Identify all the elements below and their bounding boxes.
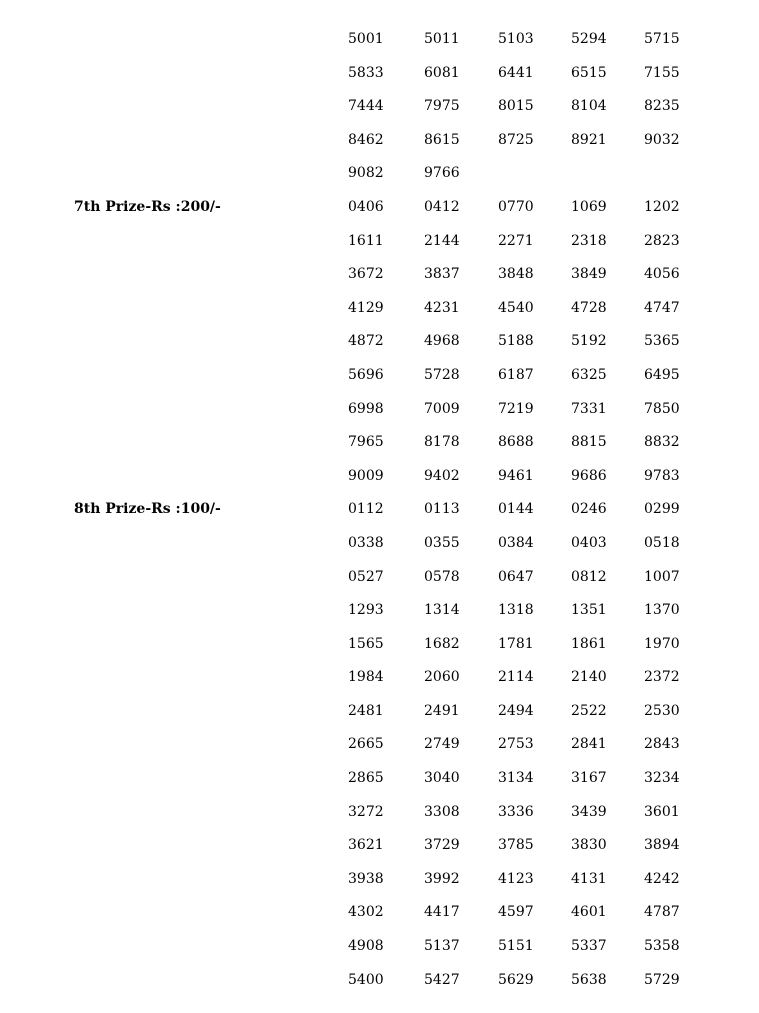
- ticket-number: 8462: [348, 131, 384, 148]
- ticket-number: 2522: [571, 702, 607, 719]
- ticket-number: 0812: [571, 568, 607, 585]
- ticket-number: 7965: [348, 434, 384, 451]
- ticket-number: 6441: [498, 64, 534, 81]
- ticket-number: 4131: [571, 870, 607, 887]
- ticket-number: 0144: [498, 501, 534, 518]
- result-row: [0, 56, 759, 90]
- ticket-number: 2823: [644, 232, 680, 249]
- ticket-number: 2481: [348, 702, 384, 719]
- ticket-number: 5728: [424, 366, 460, 383]
- ticket-number: 1611: [348, 232, 384, 249]
- result-row: [0, 862, 759, 896]
- ticket-number: 5137: [424, 938, 460, 955]
- ticket-number: 8178: [424, 434, 460, 451]
- ticket-number: 9082: [348, 165, 384, 182]
- result-row: [0, 459, 759, 493]
- ticket-number: 8725: [498, 131, 534, 148]
- result-row: [0, 560, 759, 594]
- ticket-number: 5337: [571, 938, 607, 955]
- ticket-number: 9461: [498, 467, 534, 484]
- ticket-number: 5629: [498, 971, 534, 988]
- ticket-number: 5358: [644, 938, 680, 955]
- ticket-number: 1861: [571, 635, 607, 652]
- ticket-number: 6998: [348, 400, 384, 417]
- result-row: [0, 795, 759, 829]
- ticket-number: 4417: [424, 904, 460, 921]
- ticket-number: 4231: [424, 299, 460, 316]
- ticket-number: 3938: [348, 870, 384, 887]
- ticket-number: 2114: [498, 669, 534, 686]
- ticket-number: 7331: [571, 400, 607, 417]
- ticket-number: 4597: [498, 904, 534, 921]
- ticket-number: 3672: [348, 266, 384, 283]
- ticket-number: 3336: [498, 803, 534, 820]
- ticket-number: 1202: [644, 198, 680, 215]
- ticket-number: 3621: [348, 837, 384, 854]
- result-row: [0, 425, 759, 459]
- ticket-number: 7009: [424, 400, 460, 417]
- ticket-number: 0299: [644, 501, 680, 518]
- ticket-number: 5188: [498, 333, 534, 350]
- ticket-number: 3601: [644, 803, 680, 820]
- ticket-number: 6515: [571, 64, 607, 81]
- ticket-number: 0647: [498, 568, 534, 585]
- ticket-number: 1970: [644, 635, 680, 652]
- ticket-number: 2530: [644, 702, 680, 719]
- result-row: [0, 694, 759, 728]
- result-row: [0, 89, 759, 123]
- ticket-number: 7219: [498, 400, 534, 417]
- ticket-number: 8815: [571, 434, 607, 451]
- ticket-number: 3729: [424, 837, 460, 854]
- ticket-number: 3234: [644, 770, 680, 787]
- ticket-number: 4129: [348, 299, 384, 316]
- ticket-number: 5715: [644, 31, 680, 47]
- ticket-number: 0403: [571, 534, 607, 551]
- ticket-number: 1682: [424, 635, 460, 652]
- ticket-number: 3785: [498, 837, 534, 854]
- ticket-number: 2753: [498, 736, 534, 753]
- ticket-number: 0384: [498, 534, 534, 551]
- ticket-number: 8921: [571, 131, 607, 148]
- result-row: [0, 828, 759, 862]
- ticket-number: 1370: [644, 602, 680, 619]
- ticket-number: 5294: [571, 31, 607, 47]
- ticket-number: 3849: [571, 266, 607, 283]
- ticket-number: 7444: [348, 98, 384, 115]
- result-row: [0, 123, 759, 157]
- ticket-number: 2749: [424, 736, 460, 753]
- ticket-number: 2491: [424, 702, 460, 719]
- result-row: [0, 593, 759, 627]
- ticket-number: 5427: [424, 971, 460, 988]
- ticket-number: 5103: [498, 31, 534, 47]
- ticket-number: 3830: [571, 837, 607, 854]
- result-row: [0, 257, 759, 291]
- ticket-number: 3992: [424, 870, 460, 887]
- ticket-number: 2665: [348, 736, 384, 753]
- ticket-number: 5365: [644, 333, 680, 350]
- ticket-number: 9009: [348, 467, 384, 484]
- ticket-number: 8832: [644, 434, 680, 451]
- ticket-number: 4872: [348, 333, 384, 350]
- result-row: [0, 727, 759, 761]
- result-row: [0, 627, 759, 661]
- ticket-number: 6081: [424, 64, 460, 81]
- ticket-number: 3439: [571, 803, 607, 820]
- ticket-number: 2865: [348, 770, 384, 787]
- ticket-number: 4908: [348, 938, 384, 955]
- result-row: [0, 156, 759, 190]
- ticket-number: 2372: [644, 669, 680, 686]
- ticket-number: 5400: [348, 971, 384, 988]
- ticket-number: 4123: [498, 870, 534, 887]
- ticket-number: 3167: [571, 770, 607, 787]
- ticket-number: 7850: [644, 400, 680, 417]
- result-row: [0, 492, 759, 526]
- prize-label: 7th Prize-Rs :200/-: [74, 198, 221, 215]
- ticket-number: 0112: [348, 501, 384, 518]
- ticket-number: 9032: [644, 131, 680, 148]
- ticket-number: 9766: [424, 165, 460, 182]
- ticket-number: 2494: [498, 702, 534, 719]
- ticket-number: 5192: [571, 333, 607, 350]
- ticket-number: 9783: [644, 467, 680, 484]
- ticket-number: 1007: [644, 568, 680, 585]
- ticket-number: 4787: [644, 904, 680, 921]
- result-row: [0, 358, 759, 392]
- ticket-number: 5696: [348, 366, 384, 383]
- result-row: [0, 761, 759, 795]
- ticket-number: 4056: [644, 266, 680, 283]
- ticket-number: 0113: [424, 501, 460, 518]
- ticket-number: 1314: [424, 602, 460, 619]
- ticket-number: 5638: [571, 971, 607, 988]
- ticket-number: 8104: [571, 98, 607, 115]
- ticket-number: 3308: [424, 803, 460, 820]
- ticket-number: 1984: [348, 669, 384, 686]
- ticket-number: 5011: [424, 31, 460, 47]
- prize-label: 8th Prize-Rs :100/-: [74, 501, 221, 518]
- ticket-number: 4601: [571, 904, 607, 921]
- ticket-number: 6495: [644, 366, 680, 383]
- ticket-number: 6325: [571, 366, 607, 383]
- ticket-number: 4242: [644, 870, 680, 887]
- ticket-number: 0770: [498, 198, 534, 215]
- ticket-number: 8235: [644, 98, 680, 115]
- result-row: [0, 392, 759, 426]
- ticket-number: 0355: [424, 534, 460, 551]
- ticket-number: 2271: [498, 232, 534, 249]
- ticket-number: 3272: [348, 803, 384, 820]
- ticket-number: 4302: [348, 904, 384, 921]
- ticket-number: 8615: [424, 131, 460, 148]
- ticket-number: 2318: [571, 232, 607, 249]
- ticket-number: 5151: [498, 938, 534, 955]
- ticket-number: 4540: [498, 299, 534, 316]
- result-row: [0, 895, 759, 929]
- ticket-number: 2843: [644, 736, 680, 753]
- ticket-number: 9686: [571, 467, 607, 484]
- result-row: [0, 526, 759, 560]
- ticket-number: 3134: [498, 770, 534, 787]
- ticket-number: 5001: [348, 31, 384, 47]
- ticket-number: 9402: [424, 467, 460, 484]
- ticket-number: 1781: [498, 635, 534, 652]
- ticket-number: 2841: [571, 736, 607, 753]
- ticket-number: 7155: [644, 64, 680, 81]
- result-row: [0, 963, 759, 997]
- result-row: [0, 929, 759, 963]
- ticket-number: 3848: [498, 266, 534, 283]
- ticket-number: 0406: [348, 198, 384, 215]
- ticket-number: 4728: [571, 299, 607, 316]
- ticket-number: 3040: [424, 770, 460, 787]
- result-row: [0, 660, 759, 694]
- ticket-number: 4968: [424, 333, 460, 350]
- ticket-number: 2140: [571, 669, 607, 686]
- ticket-number: 8015: [498, 98, 534, 115]
- ticket-number: 0338: [348, 534, 384, 551]
- result-row: [0, 224, 759, 258]
- prize-results-list: [0, 22, 759, 996]
- ticket-number: 0246: [571, 501, 607, 518]
- ticket-number: 7975: [424, 98, 460, 115]
- result-row: [0, 190, 759, 224]
- ticket-number: 0518: [644, 534, 680, 551]
- ticket-number: 1293: [348, 602, 384, 619]
- ticket-number: 1565: [348, 635, 384, 652]
- result-row: [0, 22, 759, 56]
- ticket-number: 0578: [424, 568, 460, 585]
- ticket-number: 1069: [571, 198, 607, 215]
- ticket-number: 4747: [644, 299, 680, 316]
- ticket-number: 3837: [424, 266, 460, 283]
- ticket-number: 2060: [424, 669, 460, 686]
- ticket-number: 0527: [348, 568, 384, 585]
- ticket-number: 2144: [424, 232, 460, 249]
- ticket-number: 5729: [644, 971, 680, 988]
- ticket-number: 5833: [348, 64, 384, 81]
- ticket-number: 0412: [424, 198, 460, 215]
- ticket-number: 8688: [498, 434, 534, 451]
- result-row: [0, 291, 759, 325]
- ticket-number: 1351: [571, 602, 607, 619]
- ticket-number: 1318: [498, 602, 534, 619]
- ticket-number: 3894: [644, 837, 680, 854]
- result-row: [0, 324, 759, 358]
- ticket-number: 6187: [498, 366, 534, 383]
